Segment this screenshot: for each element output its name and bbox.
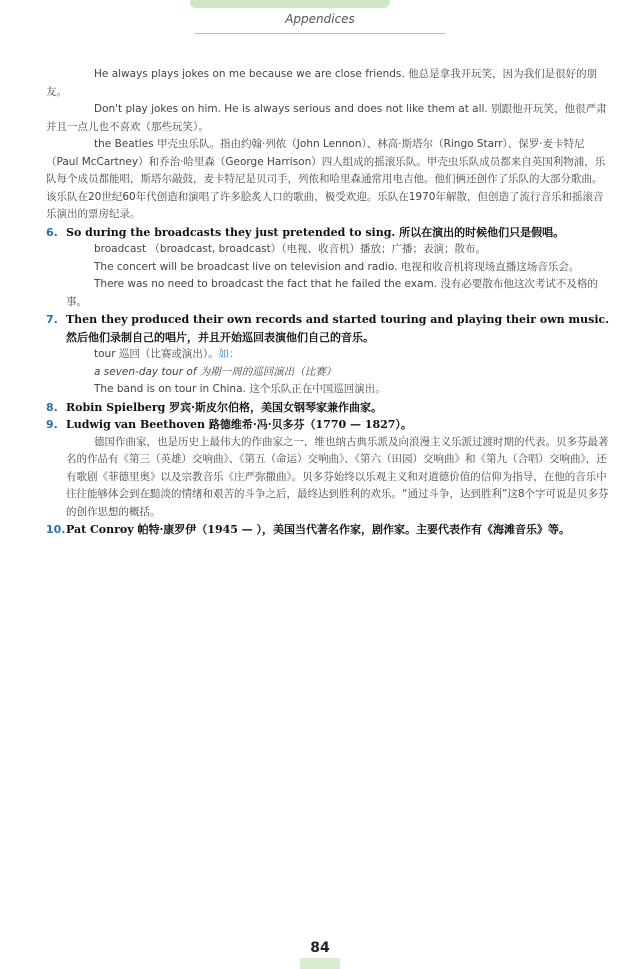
page-number: 84	[310, 940, 330, 956]
note-item-10	[46, 521, 610, 539]
note-text: Robin Spielberg 罗宾·斯皮尔伯格，美国女钢琴家兼作曲家。	[66, 400, 383, 414]
note-head: tour 巡回（比赛或演出）。	[94, 348, 219, 360]
note-text: So during the broadcasts they just pretended to sing. 所以在演出的时候他们只是假唱。	[66, 225, 565, 239]
page-header: Appendices	[285, 12, 355, 26]
note-item-9	[46, 416, 610, 434]
header-tab-decoration	[190, 0, 390, 8]
note-example: The band is on tour in China. 这个乐队正在中国巡回演出。	[94, 383, 386, 395]
note-text: Pat Conroy 帕特·康罗伊（1945 — ），美国当代著名作家，剧作家。主要代表作有《海滩音乐》等。	[66, 523, 571, 536]
note-number: 9.	[46, 418, 58, 431]
note-example: The concert will be broadcast live on television and radio. 电视和收音机将现场直播这场音乐会。	[94, 260, 580, 273]
header-rule	[195, 33, 445, 34]
note-text: Ludwig van Beethoven 路德维希·冯·贝多芬（1770 — 1827）。	[66, 418, 412, 431]
note-number: 8.	[46, 400, 58, 414]
note-text: Then they produced their own records and started touring and playing their own music. 然后他们录制自己的唱片，并且开始巡回表演他们自己的音乐。	[66, 313, 610, 344]
note-example: a seven-day tour of 为期一周的巡回演出（比赛）	[94, 365, 337, 378]
note-detail: broadcast （broadcast, broadcast）（电视、收音机）播放；广播；表演；散布。	[94, 243, 486, 255]
note-number: 10.	[46, 523, 66, 536]
content	[46, 66, 610, 539]
note-number: 7.	[46, 313, 58, 326]
beatles-note: the Beatles 甲壳虫乐队。指由约翰·列侬（John Lennon）、林高·斯塔尔（Ringo Starr）、保罗·麦卡特尼（Paul McCartney）和乔治·哈里森（George Harrison）四人组成的摇滚乐队。甲壳虫乐队成员都来自英国利物浦，乐队每个成员都能唱，斯塔尔敲鼓，麦卡特尼是贝司手，列侬和哈里森通常用电吉他。他们俩还创作了乐队的大部分歌曲。该乐队在20世纪60年代创造和演唱了许多脍炙人口的歌曲，极受欢迎。乐队在1970年解散，但创造了流行音乐和摇滚音乐演出的票房纪录。	[46, 138, 606, 220]
note-hint: 如：	[218, 348, 240, 360]
footer-tab-decoration	[300, 958, 340, 969]
example-sentence-1: He always plays jokes on me because we are close friends. 他总是拿我开玩笑，因为我们是很好的朋友。	[46, 68, 598, 98]
note-item-8	[46, 399, 610, 417]
note-example: There was no need to broadcast the fact that he failed the exam. 没有必要散布他这次考试不及格的事。	[66, 278, 598, 308]
beethoven-note: 德国作曲家，也是历史上最伟大的作曲家之一，维也纳古典乐派及向浪漫主义乐派过渡时期的代表。贝多芬最著名的作品有《第三（英雄）交响曲》、《第五（命运）交响曲》、《第六（田园）交响曲》和《第九（合唱）交响曲》，还有歌剧《菲德里奥》以及宗教音乐《庄严弥撒曲》。贝多芬始终以乐观主义和对道德价值的信仰为指导，在他的音乐中往往能够体会到在黯淡的情绪和艰苦的斗争之后，最终达到胜利的欢乐。“通过斗争，达到胜利”这8个字可说是贝多芬的创作思想的概括。	[66, 435, 609, 518]
note-item-6	[46, 224, 610, 242]
note-detail	[46, 346, 610, 364]
example-sentence-2: Don't play jokes on him. He is always serious and does not like them at all. 别跟他开玩笑，他很严肃并且一点儿也不喜欢（那些玩笑）。	[46, 103, 607, 133]
note-number: 6.	[46, 225, 58, 239]
note-item-7	[46, 311, 610, 346]
